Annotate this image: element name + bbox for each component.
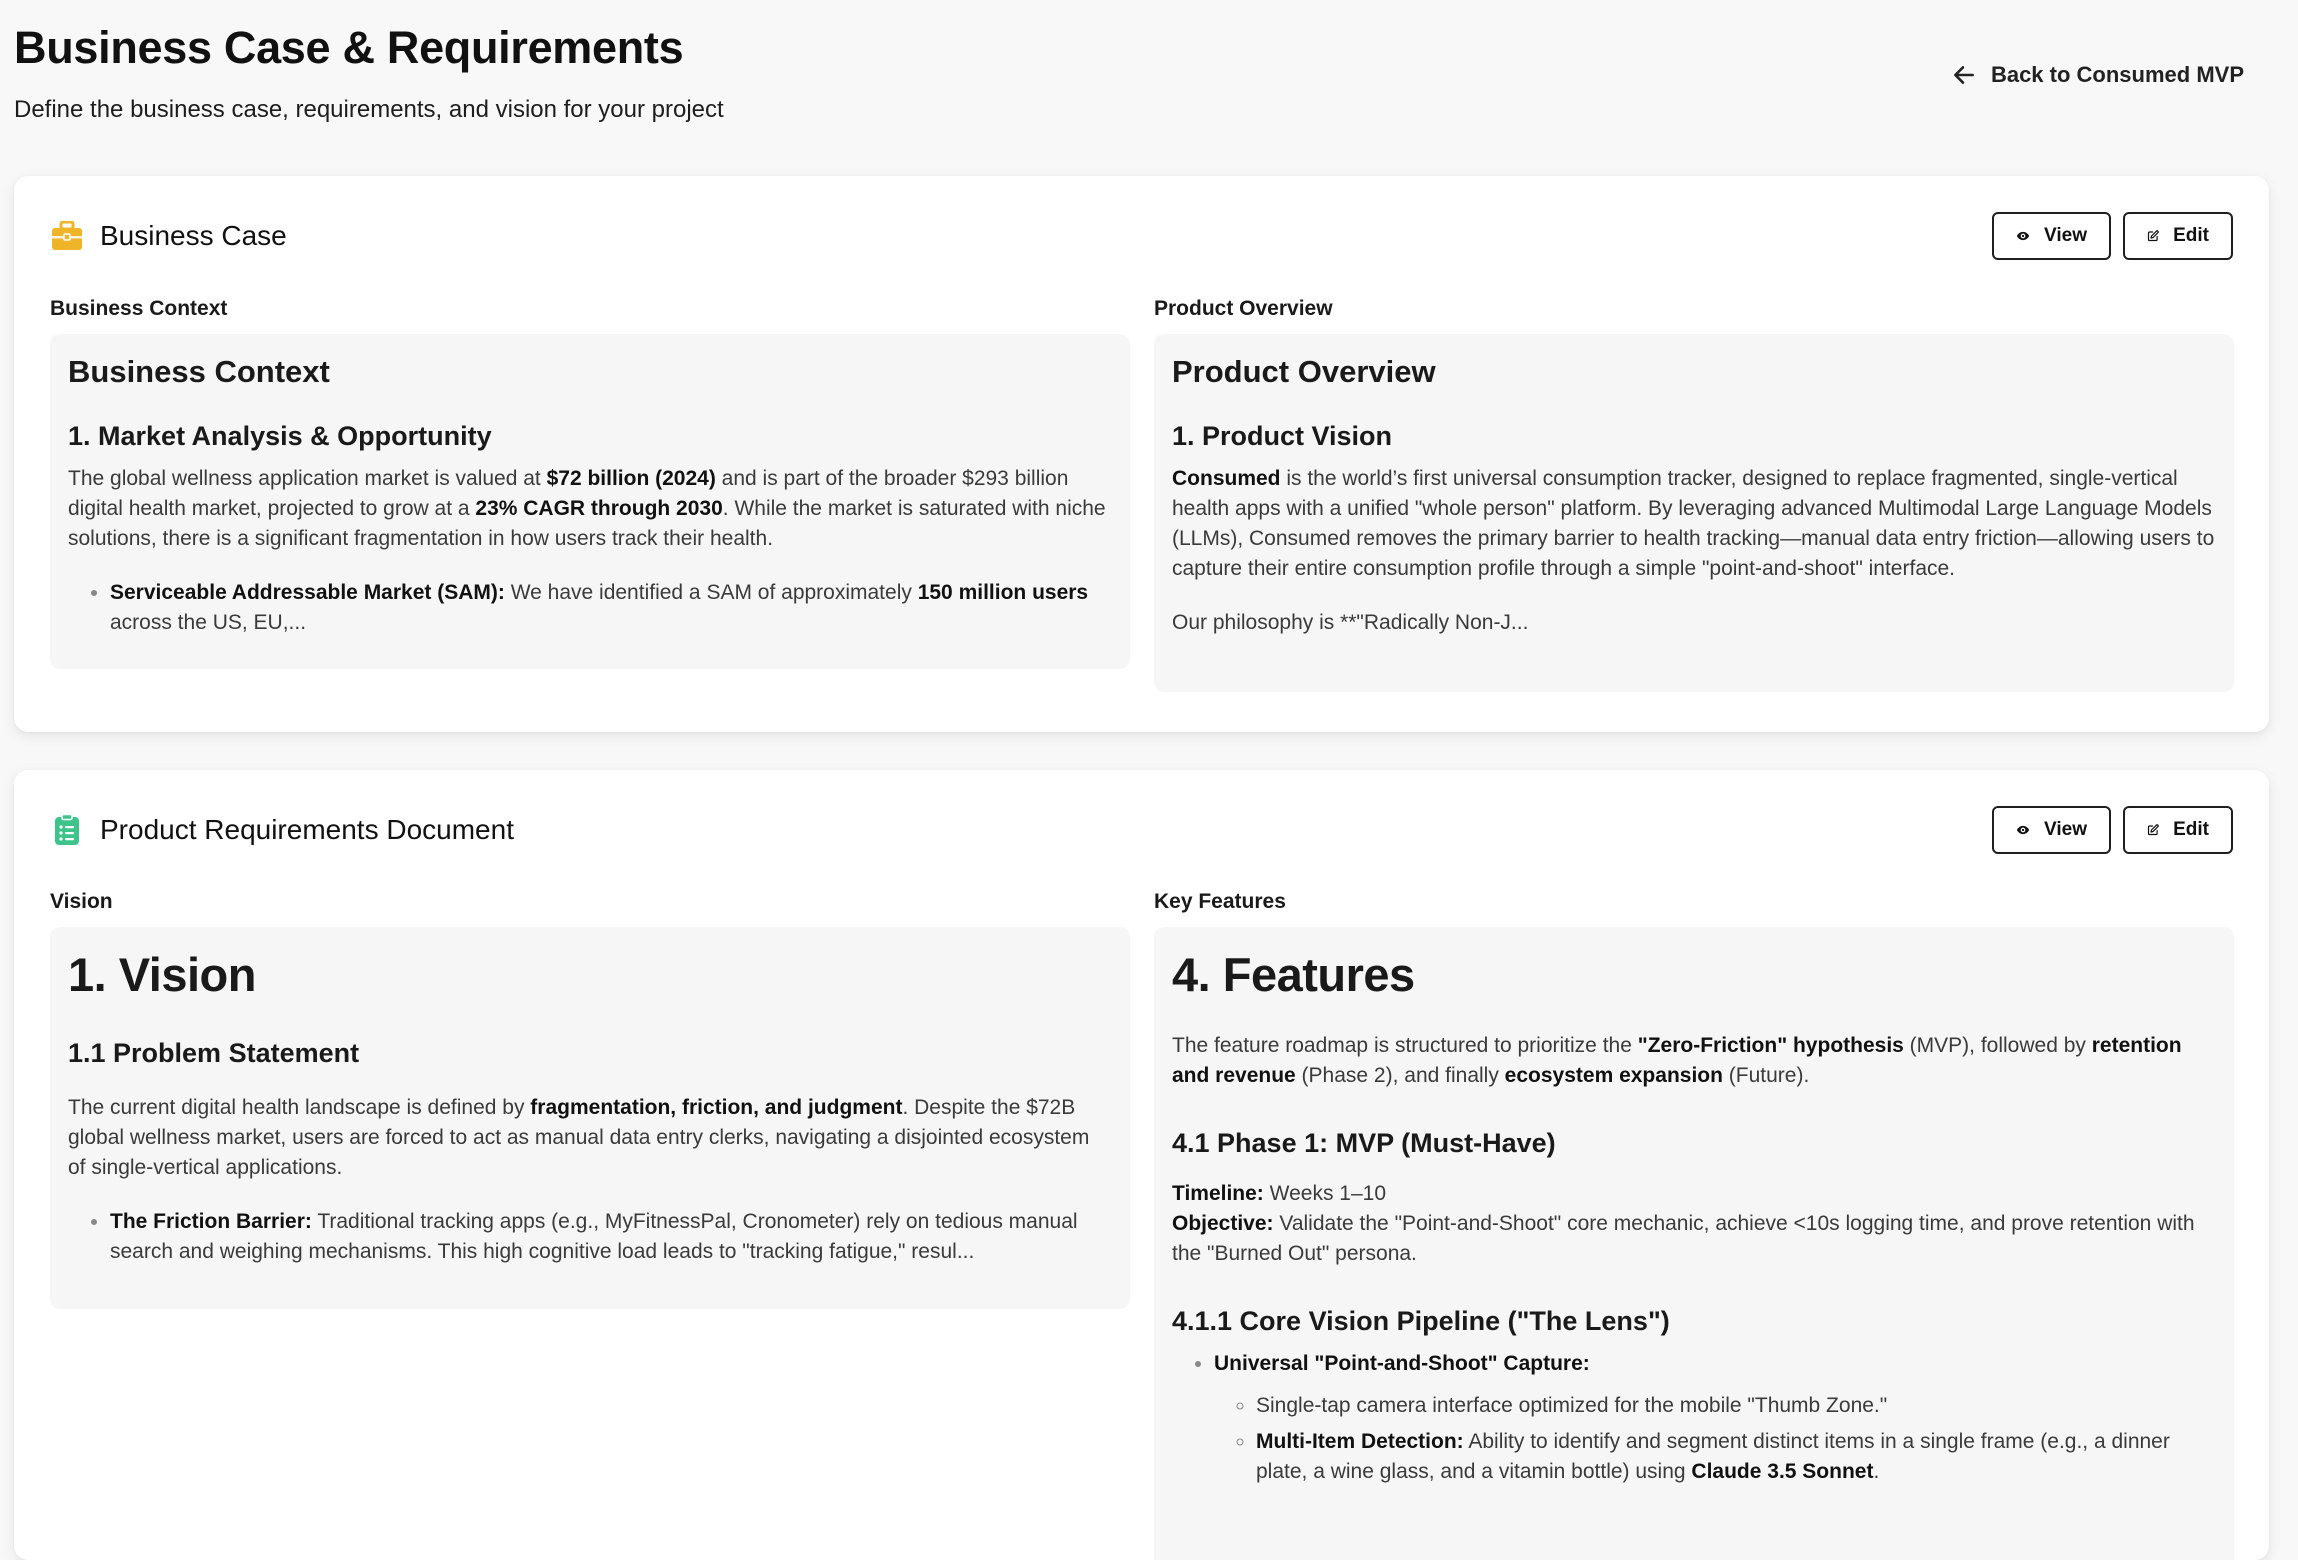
prd-header <box>50 804 2233 856</box>
market-analysis-paragraph: The global wellness application market is valued at $72 billion (2024) and is part of the broader $293 billion digital health market, projected to grow at a 23% CAGR through 2030. While the market is saturated with niche solutions, there is a significant fragmentation in how users track their health. <box>68 467 1106 550</box>
list-item: ◦ Multi-Item Detection: Ability to identify and segment distinct items in a single frame (e.g., a dinner plate, a wine glass, and a vitamin bottle) using Claude 3.5 Sonnet. <box>1256 1427 2216 1487</box>
page-subtitle: Define the business case, requirements, and vision for your project <box>14 96 724 123</box>
product-overview-label: Product Overview <box>1154 297 1333 320</box>
prd-actions <box>1992 806 2233 854</box>
market-analysis-heading: 1. Market Analysis & Opportunity <box>68 421 492 451</box>
business-context-label: Business Context <box>50 297 228 320</box>
product-overview-section <box>1154 297 2234 692</box>
philosophy-paragraph: Our philosophy is **"Radically Non-J... <box>1172 611 1529 634</box>
problem-statement-paragraph: The current digital health landscape is defined by fragmentation, friction, and judgment. Despite the $72B global wellness market, users are forced to act as manual data entry clerks, navigating a disjointed ecosystem of single-vertical applications. <box>68 1096 1090 1179</box>
briefcase-icon <box>50 219 84 253</box>
business-context-section <box>50 297 1130 669</box>
list-item: • Universal "Point-and-Shoot" Capture: ◦ Single-tap camera interface optimized for the mobile "Thumb Zone." ◦ Multi-Item Detection: Ability to identify and segment distinct items in a single frame (e.g., a dinner plate, a wine glass, and a vitamin bottle) using Claude 3.5 Sonnet. <box>1214 1349 2216 1487</box>
back-to-mvp-link[interactable] <box>1951 62 2244 88</box>
vision-preview <box>50 927 1130 1309</box>
eye-icon <box>2016 819 2030 841</box>
prd-edit-button[interactable] <box>2123 806 2233 854</box>
edit-label: Edit <box>2173 225 2209 246</box>
list-item: ◦ Single-tap camera interface optimized for the mobile "Thumb Zone." <box>1256 1391 2216 1421</box>
business-context-preview <box>50 334 1130 669</box>
business-case-header <box>50 210 2233 262</box>
page-title: Business Case & Requirements <box>14 22 684 73</box>
business-case-view-button[interactable] <box>1992 212 2111 260</box>
clipboard-list-icon <box>50 813 84 847</box>
product-vision-heading: 1. Product Vision <box>1172 421 1393 451</box>
key-features-preview <box>1154 927 2234 1560</box>
business-case-title: Business Case <box>100 220 287 251</box>
product-overview-heading: Product Overview <box>1172 354 1436 389</box>
view-label: View <box>2044 819 2087 840</box>
product-overview-preview <box>1154 334 2234 692</box>
features-intro-paragraph: The feature roadmap is structured to prioritize the "Zero-Friction" hypothesis (MVP), followed by retention and revenue (Phase 2), and finally ecosystem expansion (Future). <box>1172 1034 2182 1087</box>
key-features-section <box>1154 890 2234 1560</box>
business-case-edit-button[interactable] <box>2123 212 2233 260</box>
vision-section <box>50 890 1130 1309</box>
vision-label: Vision <box>50 890 113 913</box>
view-label: View <box>2044 225 2087 246</box>
phase1-heading: 4.1 Phase 1: MVP (Must-Have) <box>1172 1128 1556 1158</box>
phase1-details: Timeline: Weeks 1–10 Objective: Validate the "Point-and-Shoot" core mechanic, achieve <10s logging time, and prove retention with the "Burned Out" persona. <box>1172 1182 2195 1265</box>
list-item: • The Friction Barrier: Traditional tracking apps (e.g., MyFitnessPal, Cronometer) rely on tedious manual search and weighing mechanisms. This high cognitive load leads to "tracking fatigue," resul... <box>110 1207 1112 1267</box>
edit-label: Edit <box>2173 819 2209 840</box>
product-vision-paragraph: Consumed is the world’s first universal consumption tracker, designed to replace fragmented, single-vertical health apps with a unified "whole person" platform. By leveraging advanced Multimodal Large Language Models (LLMs), Consumed removes the primary barrier to health tracking—manual data entry friction—allowing users to capture their entire consumption profile through a simple "point-and-shoot" interface. <box>1172 467 2215 580</box>
eye-icon <box>2016 225 2030 247</box>
edit-icon <box>2147 819 2159 841</box>
business-case-card <box>14 176 2269 732</box>
key-features-label: Key Features <box>1154 890 1286 913</box>
features-heading: 4. Features <box>1172 948 1415 1001</box>
prd-view-button[interactable] <box>1992 806 2111 854</box>
vision-heading: 1. Vision <box>68 948 256 1001</box>
core-vision-heading: 4.1.1 Core Vision Pipeline ("The Lens") <box>1172 1306 1670 1336</box>
page-header <box>14 22 2298 142</box>
business-case-actions <box>1992 212 2233 260</box>
edit-icon <box>2147 225 2159 247</box>
arrow-left-icon <box>1951 62 1977 88</box>
prd-title: Product Requirements Document <box>100 814 514 845</box>
back-link-label: Back to Consumed MVP <box>1990 62 2244 87</box>
list-item: • Serviceable Addressable Market (SAM): We have identified a SAM of approximately 150 million users across the US, EU,... <box>110 578 1112 638</box>
business-context-heading: Business Context <box>68 354 330 389</box>
problem-statement-heading: 1.1 Problem Statement <box>68 1038 360 1068</box>
prd-card <box>14 770 2269 1560</box>
